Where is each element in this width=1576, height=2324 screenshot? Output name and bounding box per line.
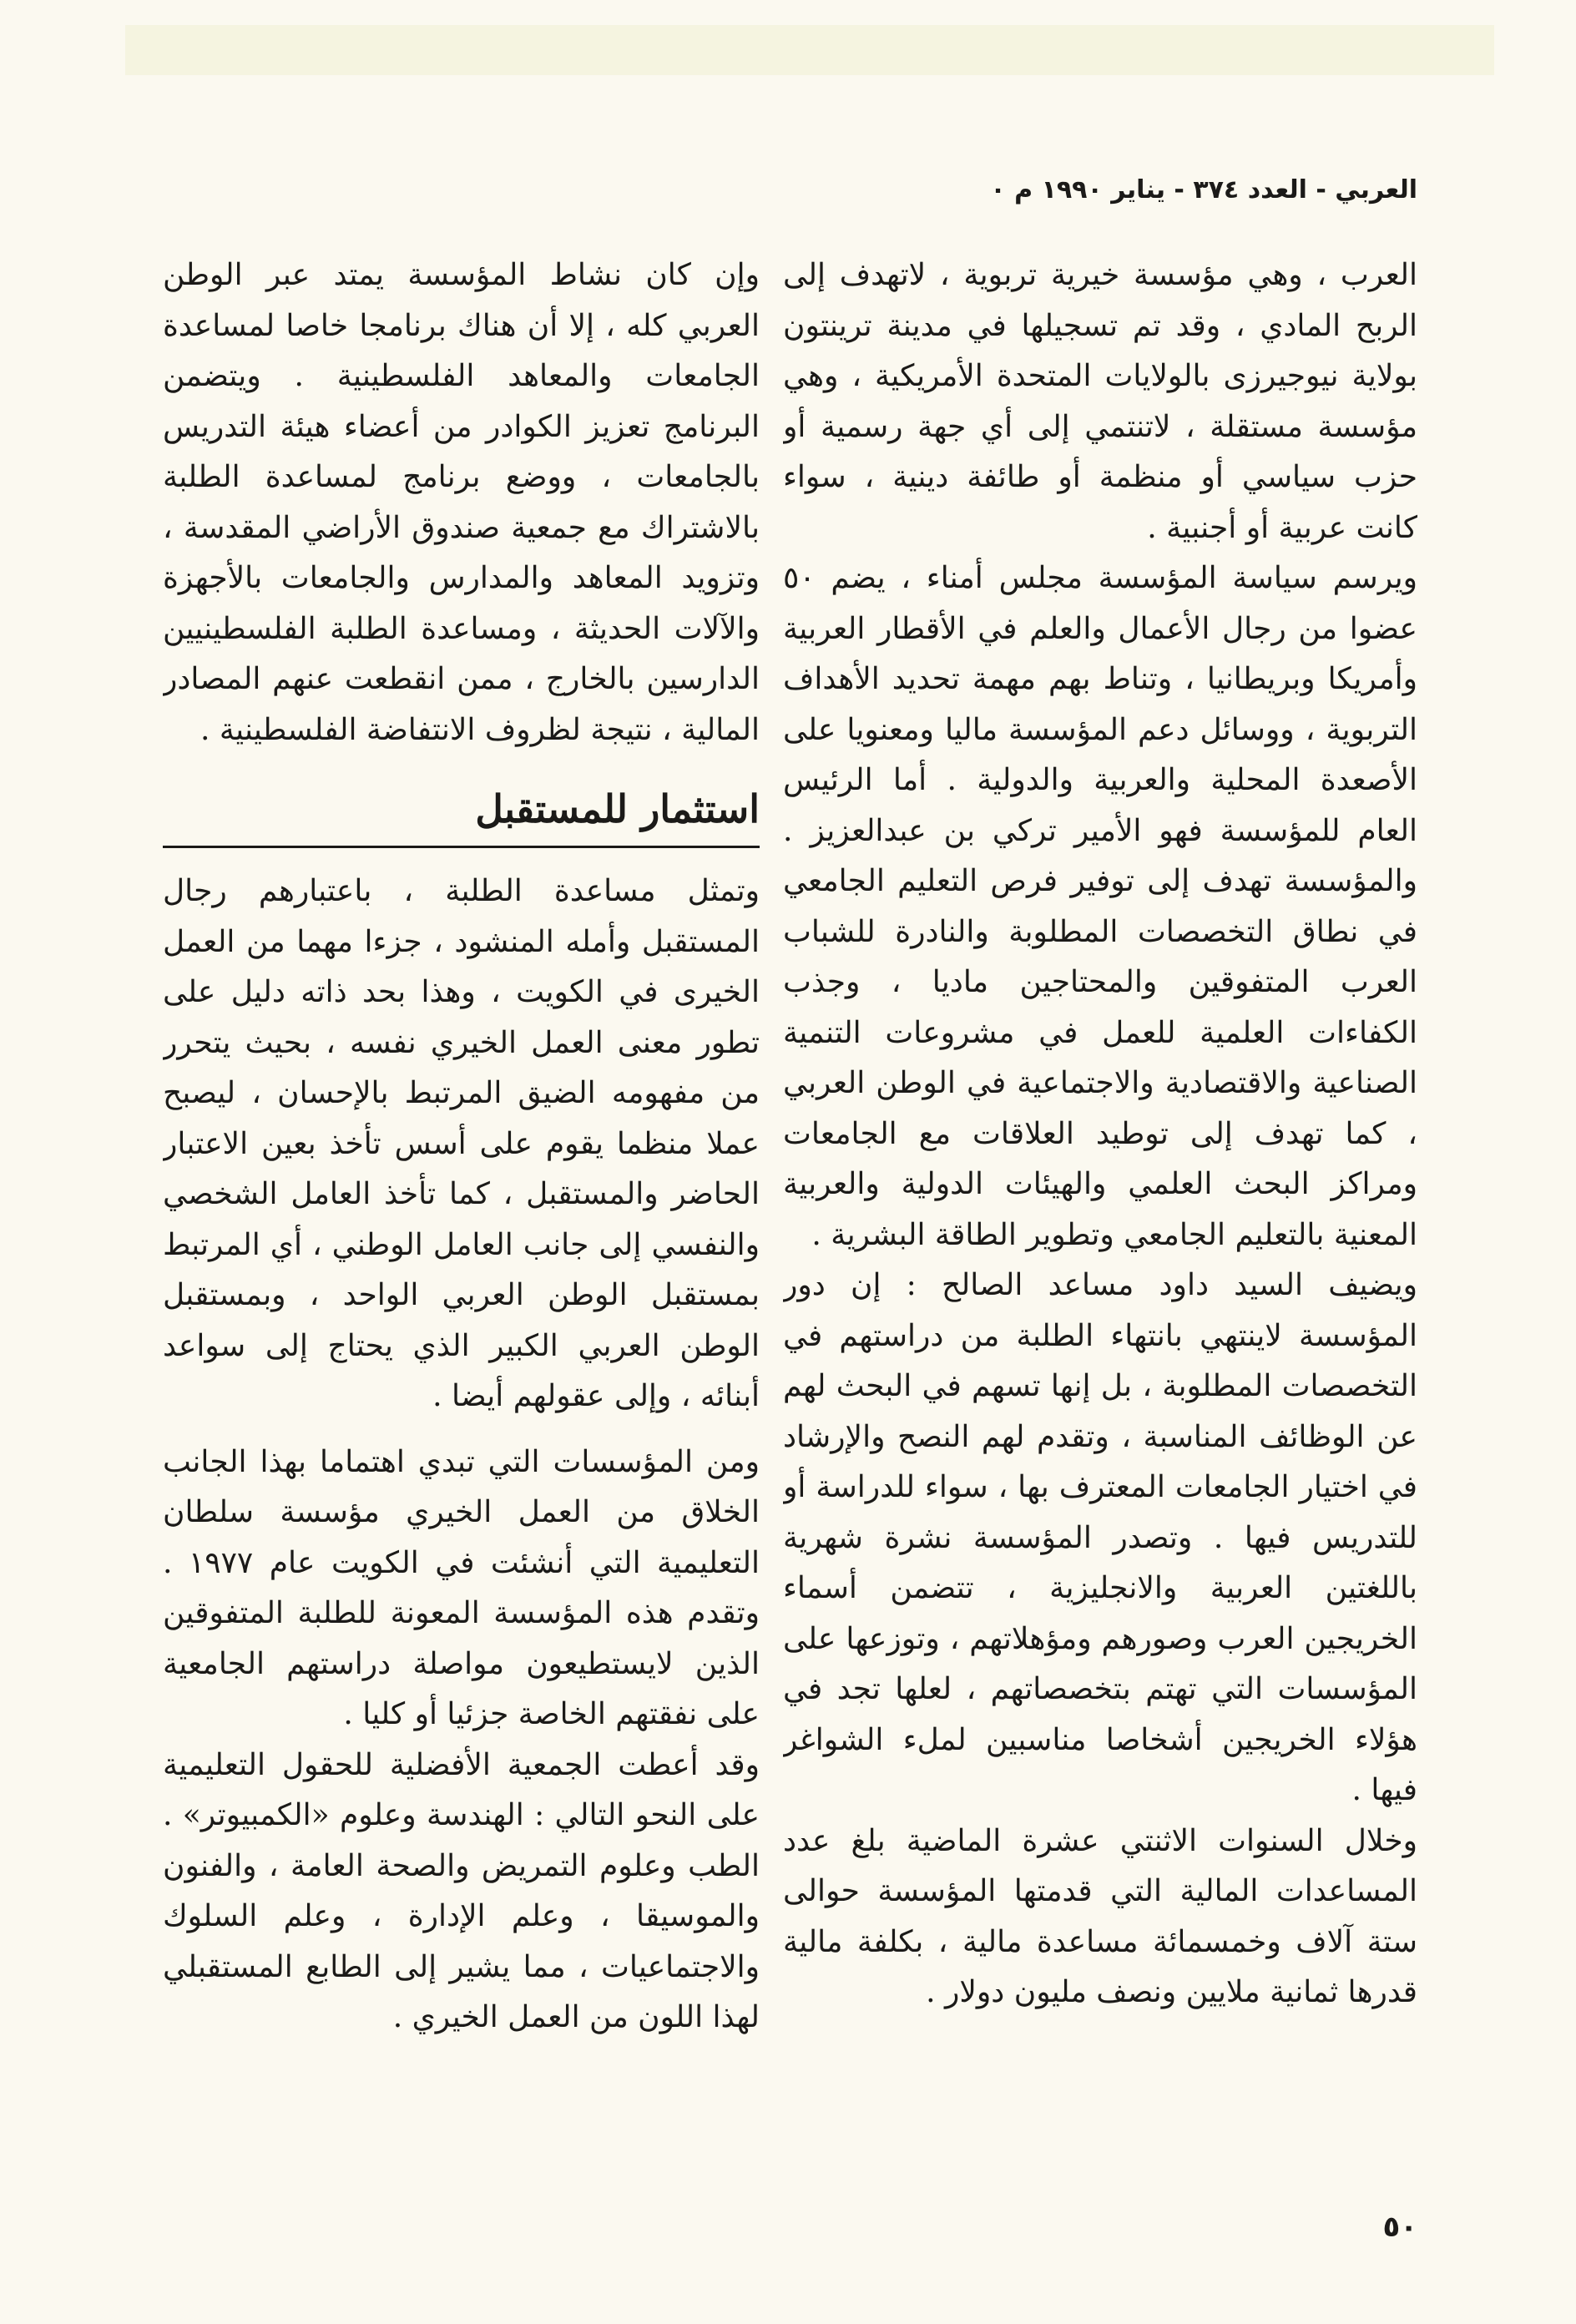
left-column [163,250,760,2179]
body-paragraph: وتمثل مساعدة الطلبة ، باعتبارهم رجال المستقبل وأمله المنشود ، جزءا مهما من العمل الخيرى في الكويت ، وهذا بحد ذاته دليل على تطور معنى العمل الخيري نفسه ، بحيث يتحرر من مفهومه الضيق المرتبط بالإحسان ، ليصبح عملا منظما يقوم على أسس تأخذ بعين الاعتبار الحاضر والمستقبل ، كما تأخذ العامل الشخصي والنفسي إلى جانب العامل الوطني ، أي المرتبط بمستقبل الوطن العربي الواحد ، وبمستقبل الوطن العربي الكبير الذي يحتاج إلى سواعد أبنائه ، وإلى عقولهم أيضا . [163,874,760,1413]
right-column [783,250,1417,2179]
body-paragraph: وقد أعطت الجمعية الأفضلية للحقول التعليمية على النحو التالي : الهندسة وعلوم «الكمبيوتر» . الطب وعلوم التمريض والصحة العامة ، والفنون والموسيقا ، وعلم الإدارة ، وعلم السلوك والاجتماعيات ، مما يشير إلى الطابع المستقبلي لهذا اللون من العمل الخيري . [163,1747,760,2034]
running-header: العربي - العدد ٣٧٤ - يناير ١٩٩٠ م ٠ [990,175,1417,205]
body-paragraph: ومن المؤسسات التي تبدي اهتماما بهذا الجانب الخلاق من العمل الخيري مؤسسة سلطان التعليمية التي أنشئت في الكويت عام ١٩٧٧ . وتقدم هذه المؤسسة المعونة للطلبة المتفوقين الذين لايستطيعون مواصلة دراستهم الجامعية على نفقتهم الخاصة جزئيا أو كليا . [163,1444,760,1731]
body-paragraph: ويرسم سياسة المؤسسة مجلس أمناء ، يضم ٥٠ عضوا من رجال الأعمال والعلم في الأقطار العربية وأمريكا وبريطانيا ، وتناط بهم مهمة تحديد الأهداف التربوية ، ووسائل دعم المؤسسة ماليا ومعنويا على الأصعدة المحلية والعربية والدولية . أما الرئيس العام للمؤسسة فهو الأمير تركي بن عبدالعزيز . والمؤسسة تهدف إلى توفير فرص التعليم الجامعي في نطاق التخصصات المطلوبة والنادرة للشباب العرب المتفوقين والمحتاجين ماديا ، وجذب الكفاءات العلمية للعمل في مشروعات التنمية الصناعية والاقتصادية والاجتماعية في الوطن العربي ، كما تهدف إلى توطيد العلاقات مع الجامعات ومراكز البحث العلمي والهيئات الدولية والعربية المعنية بالتعليم الجامعي وتطوير الطاقة البشرية . [783,561,1417,1252]
intro-paragraph: وإن كان نشاط المؤسسة يمتد عبر الوطن العربي كله ، إلا أن هناك برنامجا خاصا لمساعدة الجامعات والمعاهد الفلسطينية . ويتضمن البرنامج تعزيز الكوادر من أعضاء هيئة التدريس بالجامعات ، ووضع برنامج لمساعدة الطلبة بالاشتراك مع جمعية صندوق الأراضي المقدسة ، وتزويد المعاهد والمدارس والجامعات بالأجهزة والآلات الحديثة ، ومساعدة الطلبة الفلسطينيين الدارسين بالخارج ، ممن انقطعت عنهم المصادر المالية ، نتيجة لظروف الانتفاضة الفلسطينية . [163,258,760,747]
page-number: ٥٠ [1382,2210,1417,2244]
body-paragraph: ويضيف السيد داود مساعد الصالح : إن دور المؤسسة لاينتهي بانتهاء الطلبة من دراستهم في التخصصات المطلوبة ، بل إنها تسهم في البحث لهم عن الوظائف المناسبة ، وتقدم لهم النصح والإرشاد في اختيار الجامعات المعترف بها ، سواء للدراسة أو للتدريس فيها . وتصدر المؤسسة نشرة شهرية باللغتين العربية والانجليزية ، تتضمن أسماء الخريجين العرب وصورهم ومؤهلاتهم ، وتوزعها على المؤسسات التي تهتم بتخصصاتهم ، لعلها تجد في هؤلاء الخريجين أشخاصا مناسبين لملء الشواغر فيها . [783,1268,1417,1807]
body-paragraph: العرب ، وهي مؤسسة خيرية تربوية ، لاتهدف إلى الربح المادي ، وقد تم تسجيلها في مدينة ترينتون بولاية نيوجيرزى بالولايات المتحدة الأمريكية ، وهي مؤسسة مستقلة ، لاتنتمي إلى أي جهة رسمية أو حزب سياسي أو منظمة أو طائفة دينية ، سواء كانت عربية أو أجنبية . [783,258,1417,545]
body-paragraph: وخلال السنوات الاثنتي عشرة الماضية بلغ عدد المساعدات المالية التي قدمتها المؤسسة حوالى ستة آلاف وخمسمائة مساعدة مالية ، بكلفة مالية قدرها ثمانية ملايين ونصف مليون دولار . [783,1823,1417,2009]
scan-tint [125,25,1494,75]
section-heading: استثمار للمستقبل [163,777,760,848]
